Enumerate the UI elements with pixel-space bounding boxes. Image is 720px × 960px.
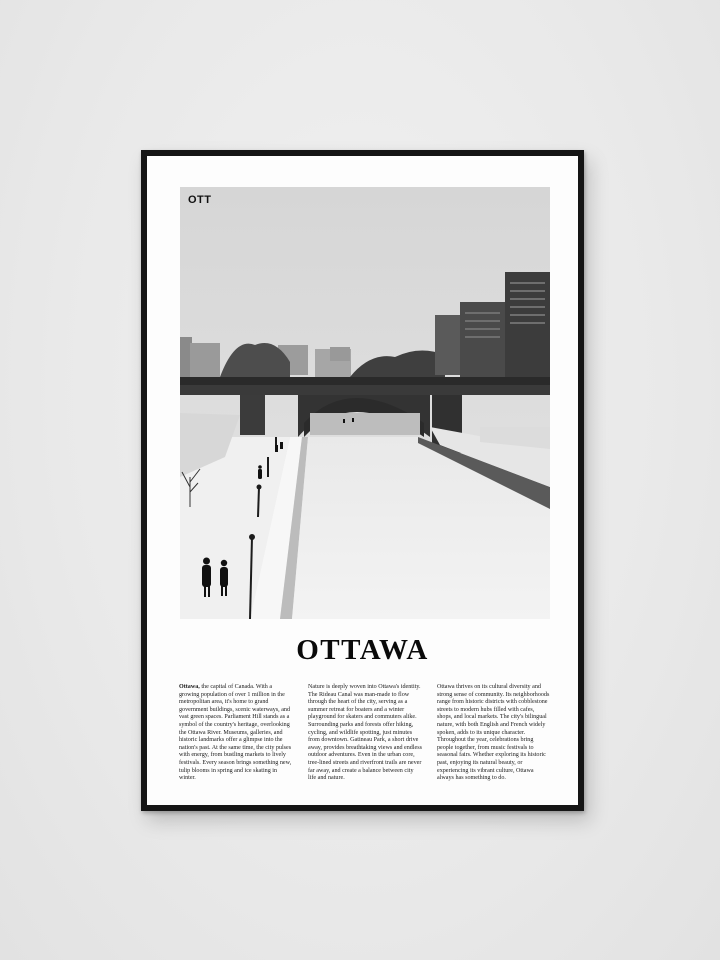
canal-photo-illustration bbox=[180, 187, 550, 619]
city-code: OTT bbox=[188, 194, 212, 206]
poster-title: OTTAWA bbox=[296, 634, 429, 666]
poster-photo bbox=[180, 187, 550, 619]
column-1-body: the capital of Canada. With a growing population of over 1 million in the metropolitan area, it's home to grand government buildings, scenic waterways, and vast green spaces. Parliament Hill stands as a symbol of the country's heritage, overlooking the Ottawa River. Museums, galleries, and historic landmarks offer a glimpse into the nation's past. At the same time, the city pulses with energy, from bustling markets to lively festivals. Every season brings something new, tulip blooms in spring and ice skating in winter. bbox=[179, 684, 292, 782]
column-1-lead: Ottawa, bbox=[179, 684, 200, 690]
text-column-3 bbox=[437, 684, 551, 783]
text-column-1 bbox=[179, 684, 293, 783]
poster-frame bbox=[141, 150, 584, 811]
column-2-body: Nature is deeply woven into Ottawa's identity. The Rideau Canal was man-made to flow through the heart of the city, serving as a summer retreat for boaters and a winter playground for skaters and commuters alike. Surrounding parks and forests offer hiking, cycling, and wildlife spotting, just minutes from downtown. Gatineau Park, a short drive away, provides breathtaking views and endless outdoor adventures. Even in the urban core, tree-lined streets and riverfront trails are never far away, and create a balance between city life and nature. bbox=[308, 684, 422, 782]
text-column-2 bbox=[308, 684, 422, 783]
poster-text-columns bbox=[179, 684, 551, 783]
column-3-body: Ottawa thrives on its cultural diversity and strong sense of community. Its neighborhoods range from historic districts with cobblestone streets to modern hubs filled with cafes, shops, and local markets. The city's bilingual nature, with both English and French widely spoken, adds to its unique character. Throughout the year, celebrations bring people together, from music festivals to seasonal fairs. Whether exploring its historic past, enjoying its natural beauty, or experiencing its vibrant culture, Ottawa always has something to do. bbox=[437, 684, 550, 782]
poster-mat bbox=[147, 156, 578, 805]
